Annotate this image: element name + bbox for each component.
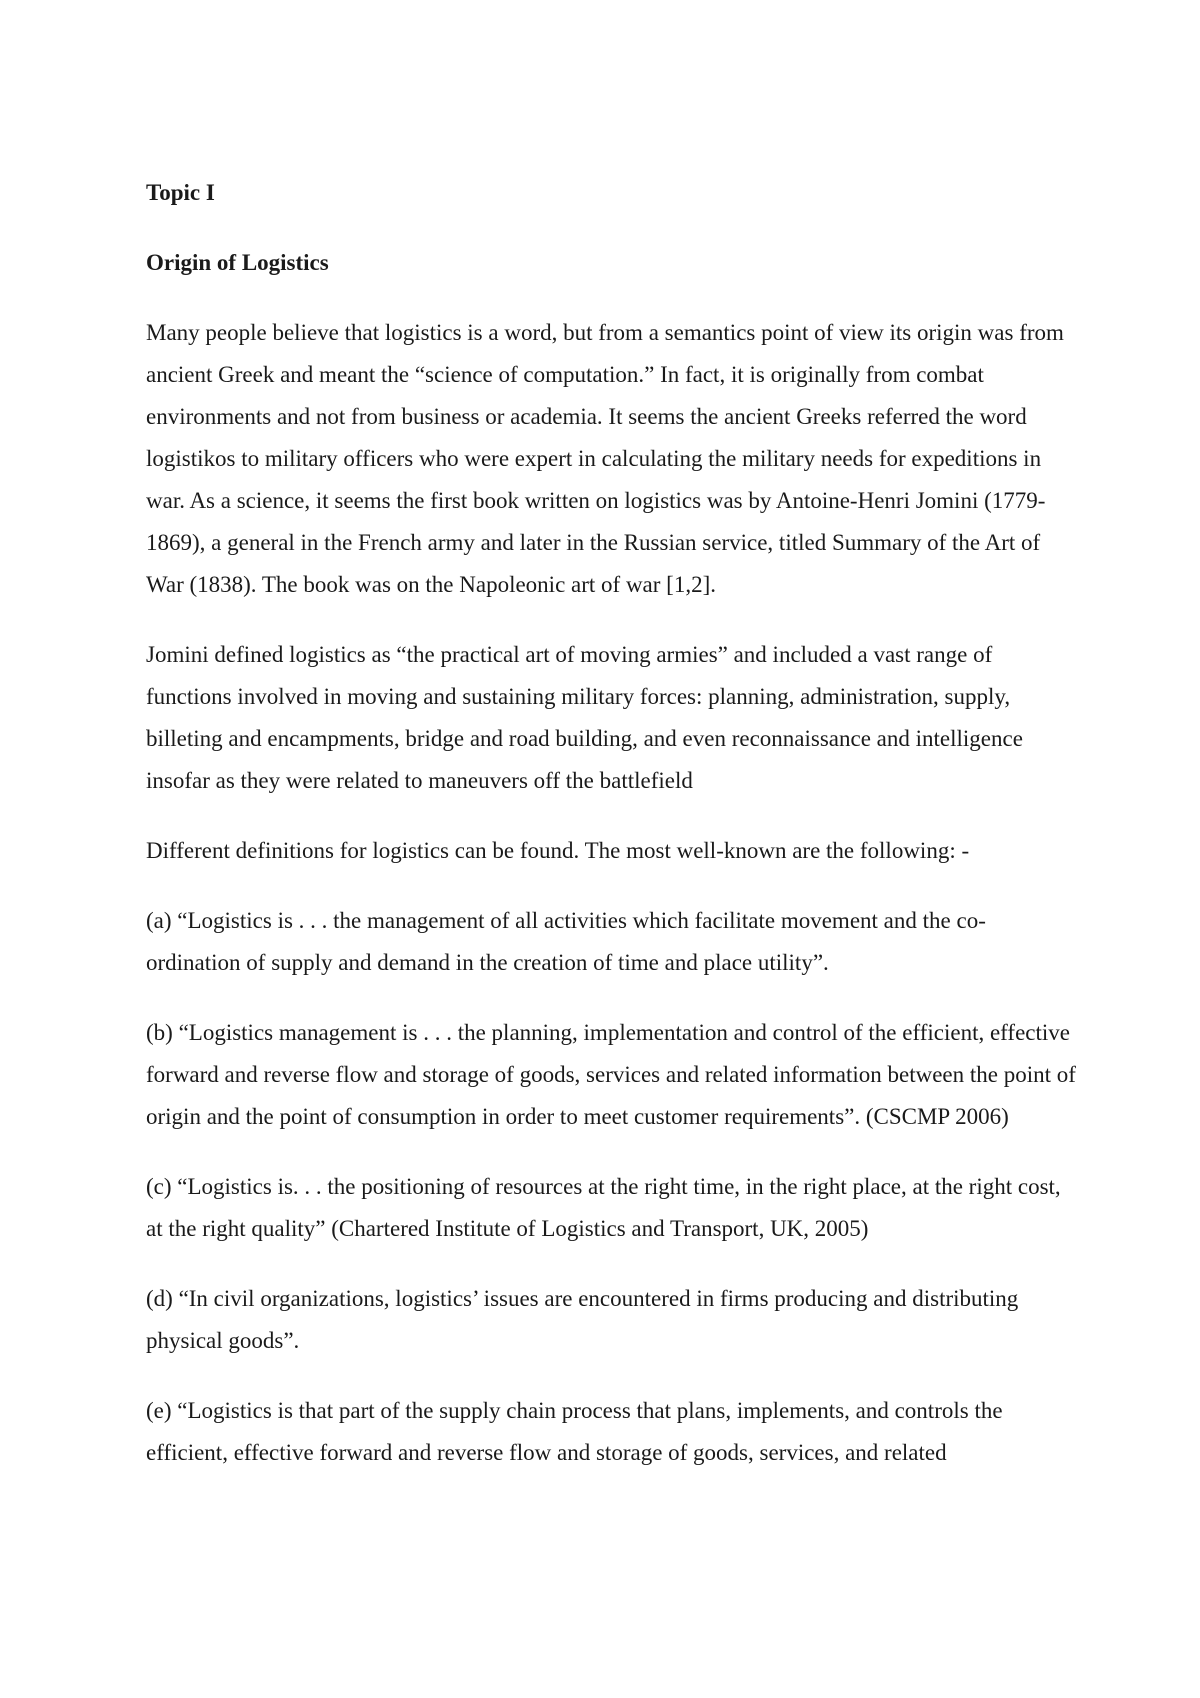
document-body (146, 172, 1076, 1502)
paragraph-jomini: Jomini defined logistics as “the practical art of moving armies” and included a vast range of functions involved in moving and sustaining military forces: planning, administration, supply, billeting and encampments, bridge and road building, and even reconnaissance and intelligence insofar as they were related to maneuvers off the battlefield (146, 642, 1023, 793)
paragraph-origin: Many people believe that logistics is a word, but from a semantics point of view its origin was from ancient Greek and meant the “science of computation.” In fact, it is originally from combat environments and not from business or academia. It seems the ancient Greeks referred the word logistikos to military officers who were expert in calculating the military needs for expeditions in war. As a science, it seems the first book written on logistics was by Antoine-Henri Jomini (1779-1869), a general in the French army and later in the Russian service, titled Summary of the Art of War (1838). The book was on the Napoleonic art of war [1,2]. (146, 320, 1064, 597)
topic-heading: Topic I (146, 180, 215, 205)
paragraph-definitions-intro: Different definitions for logistics can be found. The most well-known are the following: - (146, 838, 970, 863)
definition-e: (e) “Logistics is that part of the supply chain process that plans, implements, and controls the efficient, effective forward and reverse flow and storage of goods, services, and related (146, 1398, 1003, 1465)
definition-c: (c) “Logistics is. . . the positioning of resources at the right time, in the right place, at the right cost, at the right quality” (Chartered Institute of Logistics and Transport, UK, 2005) (146, 1174, 1061, 1241)
definition-b: (b) “Logistics management is . . . the planning, implementation and control of the efficient, effective forward and reverse flow and storage of goods, services and related information between the point of origin and the point of consumption in order to meet customer requirements”. (CSCMP 2006) (146, 1020, 1076, 1129)
section-title: Origin of Logistics (146, 250, 329, 275)
definition-a: (a) “Logistics is . . . the management of all activities which facilitate movement and the co-ordination of supply and demand in the creation of time and place utility”. (146, 908, 986, 975)
definition-d: (d) “In civil organizations, logistics’ issues are encountered in firms producing and distributing physical goods”. (146, 1286, 1019, 1353)
